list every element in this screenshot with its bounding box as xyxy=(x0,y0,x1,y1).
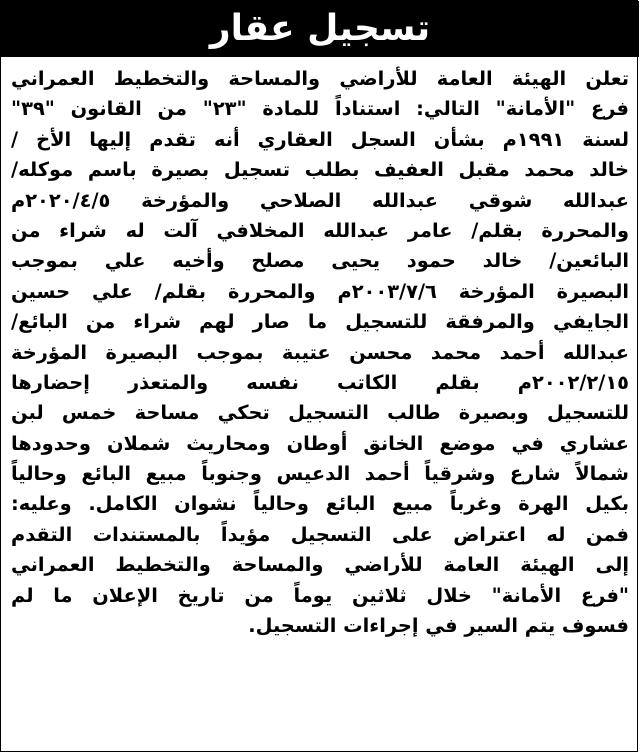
body-line: الجايفي والمرفقة للتسجيل ما صار لهم شراء من البائع/ xyxy=(11,310,629,334)
body-line: البائعين/ خالد حمود يحيى مصلح وأخيه علي بموجب xyxy=(11,249,629,273)
body-line: لسنة ١٩٩١م بشأن السجل العقاري أنه تقدم إليها الأخ / xyxy=(11,127,629,151)
body-line: عبدالله أحمد محمد محسن عتيبة بموجب البصيرة المؤرخة xyxy=(11,340,629,364)
body-line: البصيرة المؤرخة ٢٠٠٣/٧/٦م والمحررة بقلم/ علي حسين xyxy=(11,279,629,303)
body-line: بكيل الهرة وغرباً مبيع البائع وحالياً نشوان الكامل. وعليه: xyxy=(11,492,629,516)
body-line: والمحررة بقلم/ عامر عبدالله المخلافي آلت له شراء من xyxy=(11,218,629,242)
body-line: فرع "الأمانة" التالي: استناداً للمادة "٢٣" من القانون "٣٩" xyxy=(11,97,629,121)
title-banner xyxy=(1,1,639,57)
body-line: تعلن الهيئة العامة للأراضي والمساحة والتخطيط العمراني xyxy=(11,67,629,90)
body-line: إلى الهيئة العامة للأراضي والمساحة والتخطيط العمراني xyxy=(11,553,629,577)
body-line: ٢٠٠٢/٢/١٥م بقلم الكاتب نفسه والمتعذر إحضارها xyxy=(11,370,629,394)
body-line: فسوف يتم السير في إجراءات التسجيل. xyxy=(248,614,629,638)
body-line: "فرع الأمانة" خلال ثلاثين يوماً من تاريخ الإعلان ما لم xyxy=(11,583,629,607)
body-line: للتسجيل وبصيرة طالب التسجيل تحكي مساحة خمس لبن xyxy=(11,401,629,425)
body-line: عشاري في موضع الخانق أوطان ومحاريث شملان وحدودها xyxy=(11,431,629,455)
body-line: شمالاً شارع وشرقياً أحمد الدعيس وجنوباً مبيع البائع وحالياً xyxy=(11,462,629,486)
notice-title: تسجيل عقار xyxy=(209,8,431,49)
body-line: خالد محمد مقبل العفيف بطلب تسجيل بصيرة باسم موكله/ xyxy=(11,158,629,182)
notice-body xyxy=(11,64,629,641)
body-line: عبدالله شوقي عبدالله الصلاحي والمؤرخة ٢٠٢٠/٤/٥م xyxy=(11,188,629,212)
body-line: فمن له اعتراض على التسجيل مؤيداً بالمستندات التقدم xyxy=(11,522,629,546)
